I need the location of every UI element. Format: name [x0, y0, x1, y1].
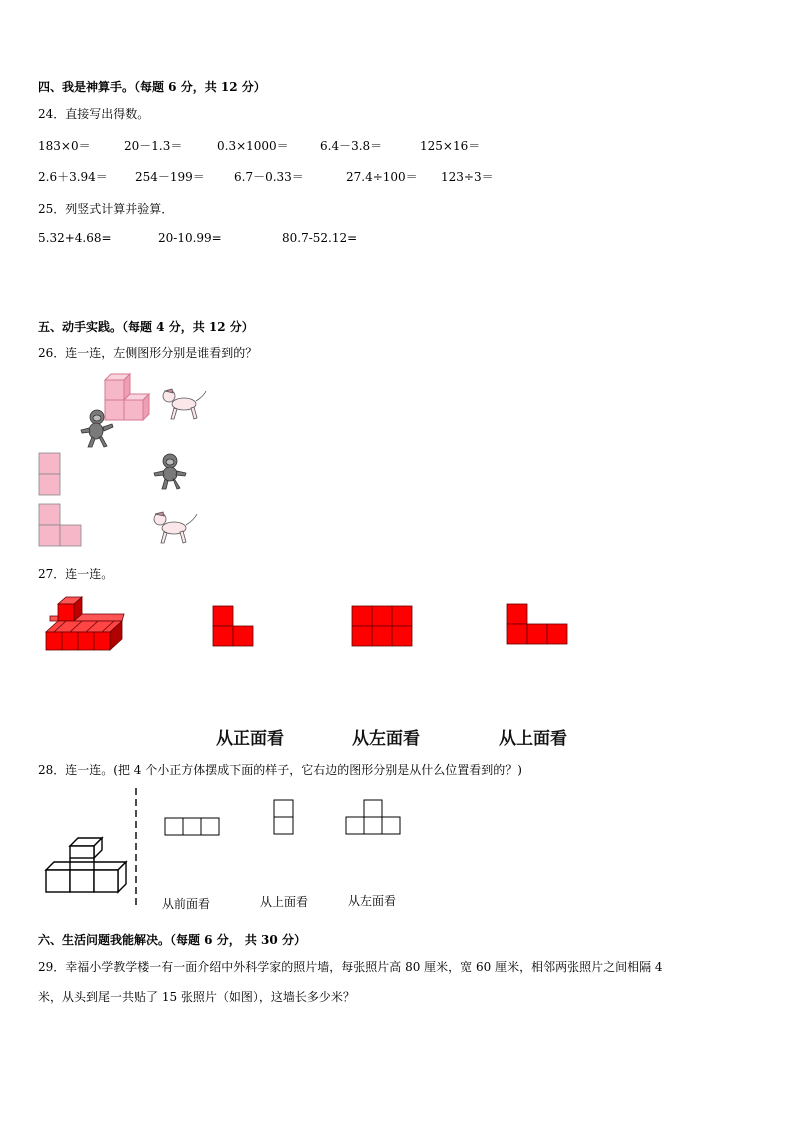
section-five-title: 五、动手实践。（每题 4 分，共 12 分） — [38, 320, 254, 334]
q29-line2: 米，从头到尾一共贴了 15 张照片（如图），这墙长多少米？ — [38, 990, 355, 1004]
q24-item: 123÷3＝ — [441, 170, 494, 184]
q24-item: 27.4÷100＝ — [346, 170, 418, 184]
monkey-icon — [150, 453, 190, 491]
q24-item: 6.7－0.33＝ — [234, 170, 304, 184]
section-four-title: 四、我是神算手。（每题 6 分，共 12 分） — [38, 80, 266, 94]
view-label-top: 从上面看 — [499, 729, 567, 749]
q24-item: 254－199＝ — [135, 170, 205, 184]
red-grid-view — [351, 605, 415, 647]
q26-prompt: 26．连一连，左侧图形分别是谁看到的？ — [38, 346, 258, 360]
q27-prompt: 27．连一连。 — [38, 567, 114, 581]
q28-prompt: 28．连一连。(把 4 个小正方体摆成下面的样子，它右边的图形分别是从什么位置看到的？) — [38, 763, 522, 777]
dog-icon — [150, 508, 200, 546]
monkey-icon — [78, 408, 116, 450]
view-label-left: 从左面看 — [352, 729, 420, 749]
view-pyramid — [345, 799, 403, 837]
pink-vertical-view — [38, 452, 62, 496]
red-l-view — [212, 605, 256, 647]
red-cube-stack — [46, 594, 128, 654]
section-six-title: 六、生活问题我能解决。（每题 6 分， 共 30 分） — [38, 933, 306, 947]
q28-label-left: 从左面看 — [348, 894, 397, 908]
q24-item: 0.3×1000＝ — [217, 139, 289, 153]
q24-item: 2.6＋3.94＝ — [38, 170, 108, 184]
q25-item: 80.7-52.12= — [282, 231, 358, 245]
q24-item: 6.4－3.8＝ — [320, 139, 383, 153]
view-two-stack — [273, 799, 295, 837]
q24-item: 20－1.3＝ — [124, 139, 183, 153]
q25-prompt: 25．列竖式计算并验算． — [38, 202, 174, 216]
red-flat-l-view — [506, 603, 570, 647]
q25-item: 20-10.99= — [158, 231, 222, 245]
cube-structure — [44, 834, 128, 896]
q28-label-top: 从上面看 — [260, 895, 309, 909]
q24-prompt: 24．直接写出得数。 — [38, 107, 150, 121]
q25-item: 5.32+4.68= — [38, 231, 112, 245]
q24-item: 125×16＝ — [420, 139, 481, 153]
view-label-front: 从正面看 — [216, 729, 284, 749]
q28-label-front: 从前面看 — [162, 897, 211, 911]
view-three-row — [164, 817, 222, 837]
q29-line1: 29．幸福小学教学楼一有一面介绍中外科学家的照片墙，每张照片高 80 厘米，宽 60 厘米，相邻两张照片之间相隔 4 — [38, 960, 663, 974]
q24-item: 183×0＝ — [38, 139, 91, 153]
dog-icon — [160, 386, 210, 422]
pink-l-view — [38, 503, 84, 547]
dashed-divider — [133, 788, 139, 908]
